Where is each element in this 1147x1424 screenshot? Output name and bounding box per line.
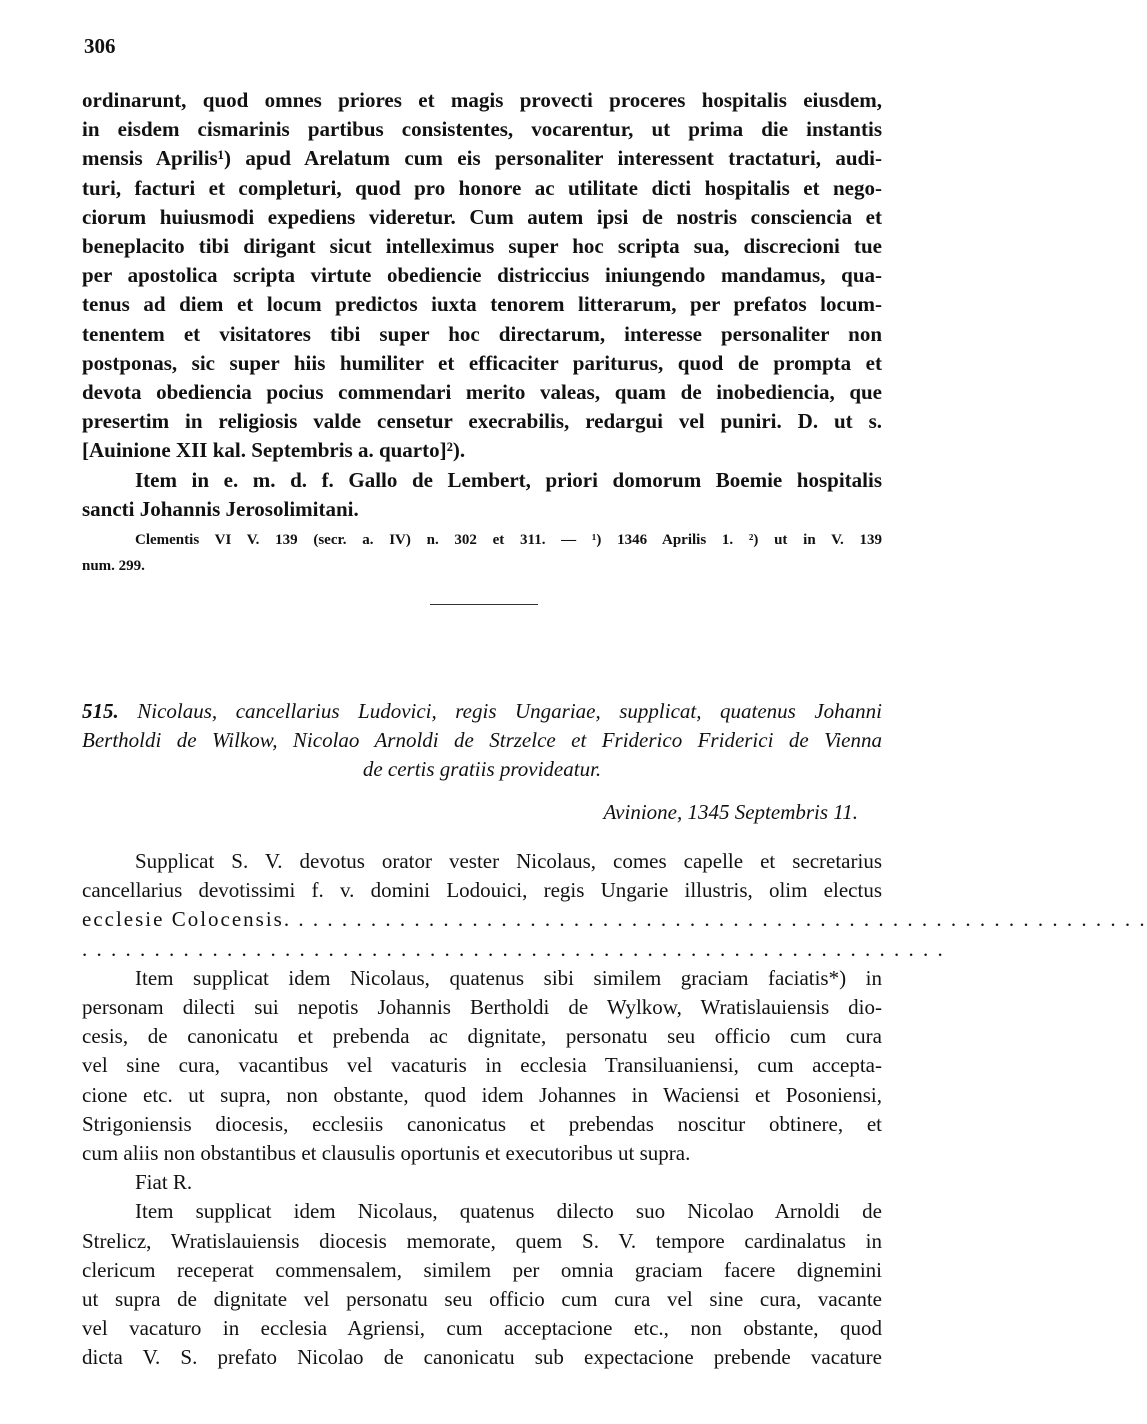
text-line: in eisdem cismarinis partibus consistentes, vocarentur, ut prima die instantis [82, 117, 882, 142]
text-line: devota obediencia pocius commendari merito valeas, quam de inobediencia, que [82, 380, 882, 405]
text-line: ecclesie Colocensis. . . . . . . . . . . . . . . . . . . . . . . . . . . . . . . . . . . . . . . . . . . . . . . . . . . . . . . . . . . . [82, 907, 1147, 932]
text-line: cesis, de canonicatu et prebenda ac dignitate, personatu seu officio cum cura [82, 1024, 882, 1049]
text-line: dicta V. S. prefato Nicolao de canonicatu sub expectacione prebende vacature [82, 1345, 882, 1370]
text-line: cione etc. ut supra, non obstante, quod idem Johannes in Waciensi et Posoniensi, [82, 1082, 882, 1107]
text-line: personam dilecti sui nepotis Johannis Bertholdi de Wylkow, Wratislauiensis dio- [82, 995, 882, 1020]
page-number: 306 [84, 34, 116, 58]
text-line: Supplicat S. V. devotus orator vester Nicolaus, comes capelle et secretarius [135, 849, 882, 873]
text-line: vel sine cura, vacantibus vel vacaturis in ecclesia Transiluaniensi, cum acceptа- [82, 1053, 882, 1078]
text-line: Fiat R. [135, 1170, 193, 1195]
body-paragraph [82, 86, 882, 524]
text-line: sancti Johannis Jerosolimitani. [82, 496, 359, 521]
text-line: ordinarunt, quod omnes priores et magis provecti proceres hospitalis eiusdem, [82, 88, 882, 112]
text-line: cancellarius devotissimi f. v. domini Lodouici, regis Ungarie illustris, olim electus [82, 878, 882, 903]
ellipsis-line: . . . . . . . . . . . . . . . . . . . . . . . . . . . . . . . . . . . . . . . . . . . . . . . . . . . . . . . . . . . . [82, 936, 945, 961]
text-line: vel vacaturo in ecclesia Agriensi, cum acceptacione etc., non obstante, quod [82, 1316, 882, 1341]
text-line: ut supra de dignitate vel personatu seu officio cum cura vel sine cura, vacante [82, 1287, 882, 1312]
footnote-line: Clementis VI V. 139 (secr. a. IV) n. 302 et 311. — ¹) 1346 Aprilis 1. ²) ut in V. 139 [135, 532, 882, 548]
text-line: Item supplicat idem Nicolaus, quatenus sibi similem graciam faciatis*) in [135, 965, 882, 990]
text-line: ciorum huiusmodi expediens videretur. Cum autem ipsi de nostris consciencia et [82, 204, 882, 229]
text-line: tenus ad diem et locum predictos iuxta tenorem litterarum, per prefatos locum- [82, 292, 882, 317]
footnote [82, 527, 882, 579]
text-line: tenentem et visitatores tibi super hoc directarum, interesse personaliter non [82, 321, 882, 346]
regest-line: de certis gratiis provideatur. [362, 757, 602, 781]
text-line: clericum receperat commensalem, similem per omnia graciam facere dignemini [82, 1257, 882, 1282]
text-line: Strigoniensis diocesis, ecclesiis canonicatus et prebendas noscitur obtinere, et [82, 1111, 882, 1136]
supplication-text [82, 847, 1147, 1373]
text-line: presertim in religiosis valde censetur execrabilis, redargui vel puniri. D. ut s. [82, 409, 882, 434]
text-line: per apostolica scripta virtute obediencie districcius iniungendo mandamus, qua- [82, 263, 882, 288]
text-line: turi, facturi et completuri, quod pro honore ac utilitate dicti hospitalis et nego- [82, 175, 882, 200]
text-line: Item in e. m. d. f. Gallo de Lembert, priori domorum Boemie hospitalis [135, 467, 882, 492]
regest-line: Nicolaus, cancellarius Ludovici, regis Ungariae, supplicat, quatenus Johanni [137, 699, 882, 723]
text-line: Strelicz, Wratislauiensis diocesis memorate, quem S. V. tempore cardinalatus in [82, 1228, 882, 1253]
text-line: [Auinione XII kal. Septembris a. quarto]²). [82, 438, 466, 463]
text-line: mensis Aprilis¹) apud Arelatum cum eis personaliter interessent tractaturi, audi- [82, 146, 882, 171]
text-line: postponas, sic super hiis humiliter et efficaciter pariturus, quod de prompta et [82, 350, 882, 375]
regest-line: Bertholdi de Wilkow, Nicolao Arnoldi de Strzelce et Friderico Friderici de Vienna [82, 728, 882, 752]
text-line: beneplacito tibi dirigant sicut intelleximus super hoc scripta sua, discrecioni tue [82, 234, 882, 259]
regest-number: 515. [82, 699, 119, 723]
text-line: cum aliis non obstantibus et clausulis oportunis et executoribus ut supra. [82, 1141, 691, 1166]
footnote-line: num. 299. [82, 558, 145, 574]
regest-heading [82, 697, 882, 784]
dateline: Avinione, 1345 Septembris 11. [603, 800, 858, 824]
text-line: Item supplicat idem Nicolaus, quatenus dilecto suo Nicolao Arnoldi de [135, 1199, 882, 1224]
separator-rule [430, 604, 538, 605]
